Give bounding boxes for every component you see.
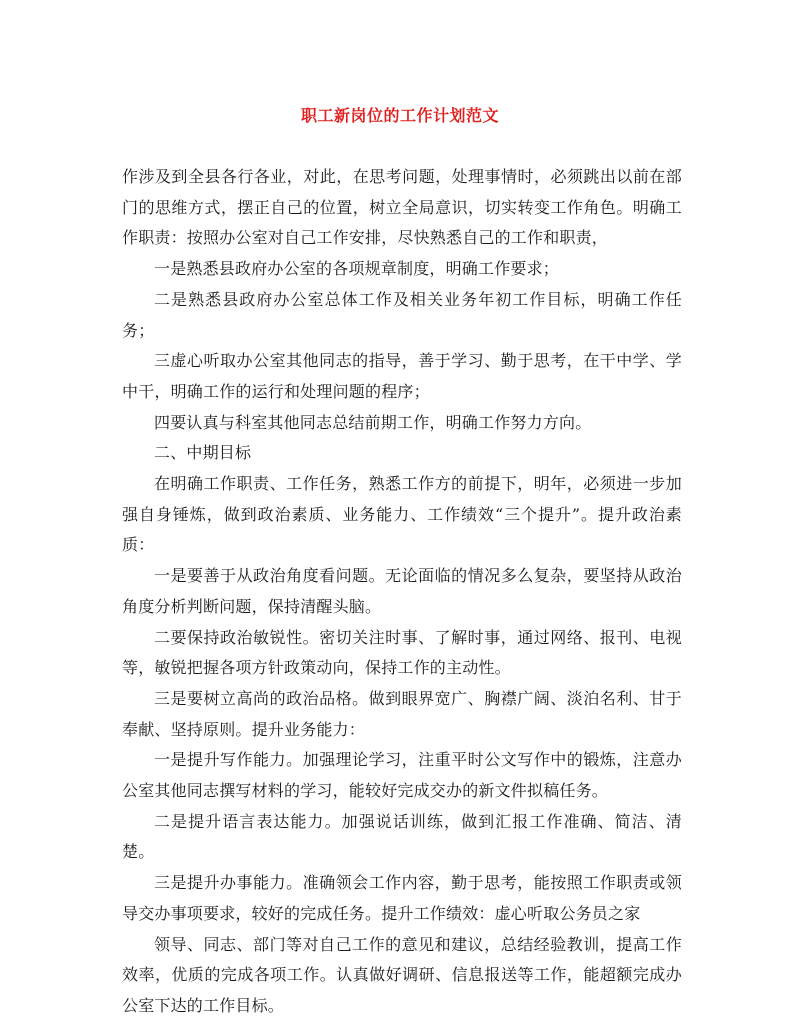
paragraph-4: 三虚心听取办公室其他同志的指导，善于学习、勤于思考，在干中学、学中干，明确工作的运行和处理问题的程序； xyxy=(122,351,682,401)
paragraph-9: 二要保持政治敏锐性。密切关注时事、了解时事，通过网络、报刊、电视等，敏锐把握各项方针政策动向，保持工作的主动性。 xyxy=(122,627,682,678)
document-title: 职工新岗位的工作计划范文 xyxy=(300,106,499,125)
paragraph-2: 一是熟悉县政府办公室的各项规章制度，明确工作要求； xyxy=(154,259,560,279)
document-body xyxy=(122,162,682,1022)
paragraph-12: 二是提升语言表达能力。加强说话训练，做到汇报工作准确、简洁、清楚。 xyxy=(122,811,682,862)
paragraph-5: 四要认真与科室其他同志总结前期工作，明确工作努力方向。 xyxy=(154,412,592,432)
paragraph-11: 一是提升写作能力。加强理论学习，注重平时公文写作中的锻炼，注意办公室其他同志撰写材料的学习，能较好完成交办的新文件拟稿任务。 xyxy=(122,750,682,801)
paragraph-8: 一是要善于从政治角度看问题。无论面临的情况多么复杂，要坚持从政治角度分析判断问题，保持清醒头脑。 xyxy=(122,566,682,616)
paragraph-3: 二是熟悉县政府办公室总体工作及相关业务年初工作目标，明确工作任务； xyxy=(122,289,682,340)
paragraph-7: 在明确工作职责、工作任务，熟悉工作方的前提下，明年，必须进一步加强自身锤炼，做到政治素质、业务能力、工作绩效“三个提升”。提升政治素质： xyxy=(122,474,682,555)
section-heading-midterm-goals: 二、中期目标 xyxy=(154,443,252,463)
paragraph-10: 三是要树立高尚的政治品格。做到眼界宽广、胸襟广阔、淡泊名利、甘于奉献、坚持原则。提升业务能力： xyxy=(122,688,682,739)
paragraph-13: 三是提升办事能力。准确领会工作内容，勤于思考，能按照工作职责或领导交办事项要求，较好的完成任务。提升工作绩效：虚心听取公务员之家 xyxy=(122,873,682,923)
paragraph-14: 领导、同志、部门等对自己工作的意见和建议，总结经验教训，提高工作效率，优质的完成各项工作。认真做好调研、信息报送等工作，能超额完成办公室下达的工作目标。 xyxy=(122,934,682,1015)
paragraph-1: 作涉及到全县各行各业，对此，在思考问题，处理事情时，必须跳出以前在部门的思维方式，摆正自己的位置，树立全局意识，切实转变工作角色。明确工作职责：按照办公室对自己工作安排，尽快熟悉自己的工作和职责， xyxy=(122,167,682,248)
